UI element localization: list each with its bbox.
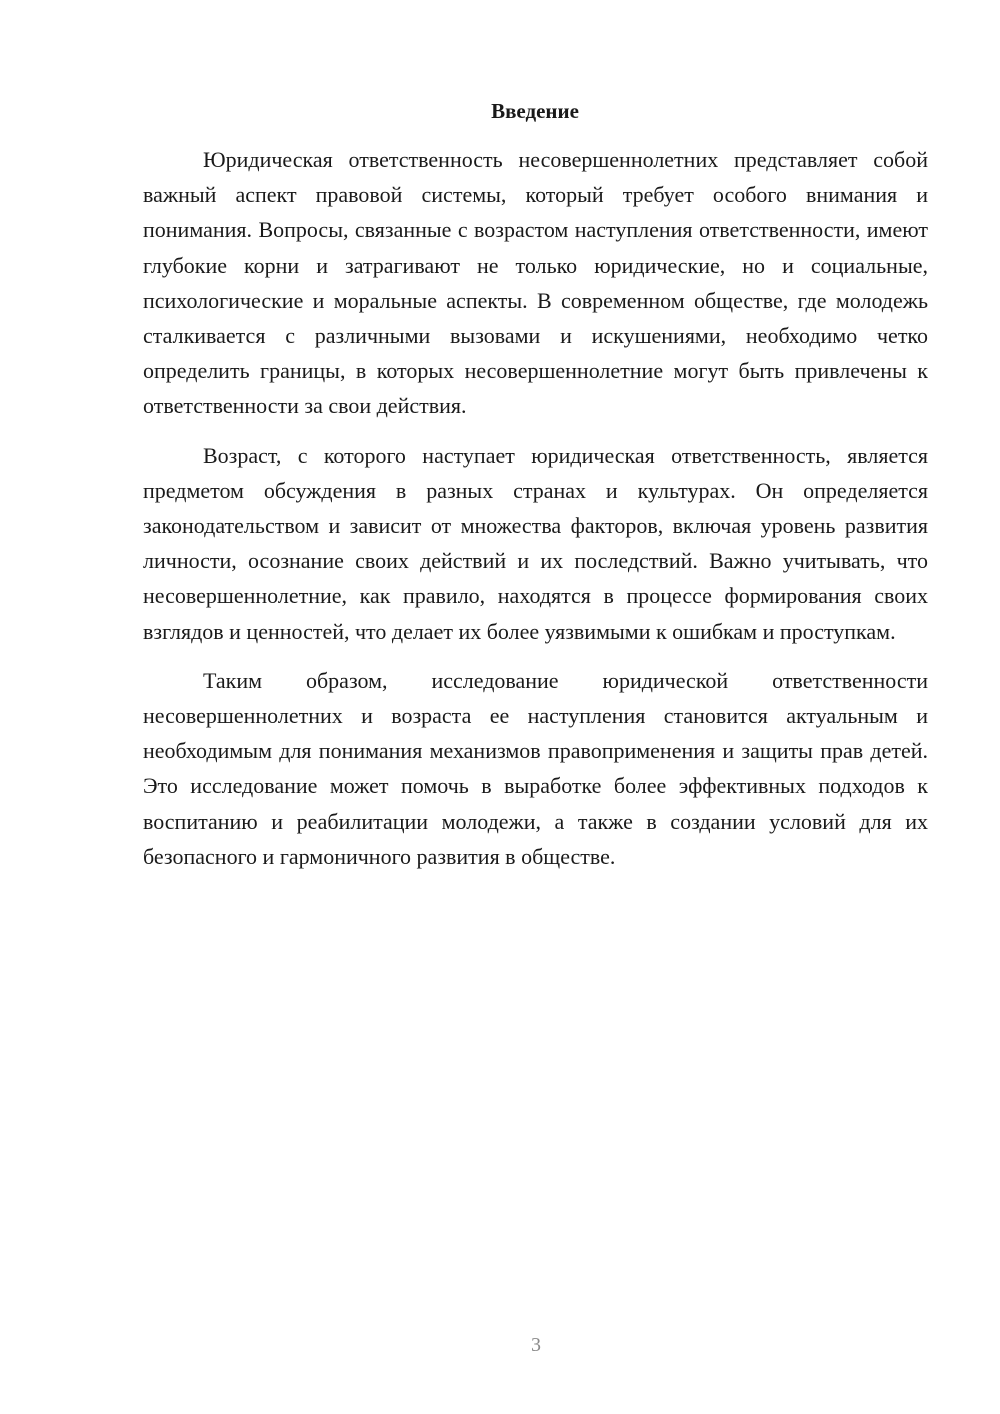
paragraph-1: Юридическая ответственность несовершеннолетних представляет собой важный аспект правовой системы, который требует особого внимания и понимания. Вопросы, связанные с возрастом наступления ответственности, имеют глубокие корни и затрагивают не только юридические, но и социальные, психологические и моральные аспекты. В современном обществе, где молодежь сталкивается с различными вызовами и искушениями, необходимо четко определить границы, в которых несовершеннолетние могут быть привлечены к ответственности за свои действия. <box>143 147 928 419</box>
paragraph-2: Возраст, с которого наступает юридическая ответственность, является предметом обсуждения в разных странах и культурах. Он определяется законодательством и зависит от множества факторов, включая уровень развития личности, осознание своих действий и их последствий. Важно учитывать, что несовершеннолетние, как правило, находятся в процессе формирования своих взглядов и ценностей, что делает их более уязвимыми к ошибкам и проступкам. <box>143 442 928 644</box>
page-title: Введение <box>491 99 579 123</box>
body-text <box>143 142 928 888</box>
page-number: 3 <box>531 1334 541 1356</box>
paragraph-3: Таким образом, исследование юридической ответственности несовершеннолетних и возраста ее наступления становится актуальным и необходимым для понимания механизмов правоприменения и защиты прав детей. Это исследование может помочь в выработке более эффективных подходов к воспитанию и реабилитации молодежи, а также в создании условий для их безопасного и гармоничного развития в обществе. <box>143 667 928 869</box>
